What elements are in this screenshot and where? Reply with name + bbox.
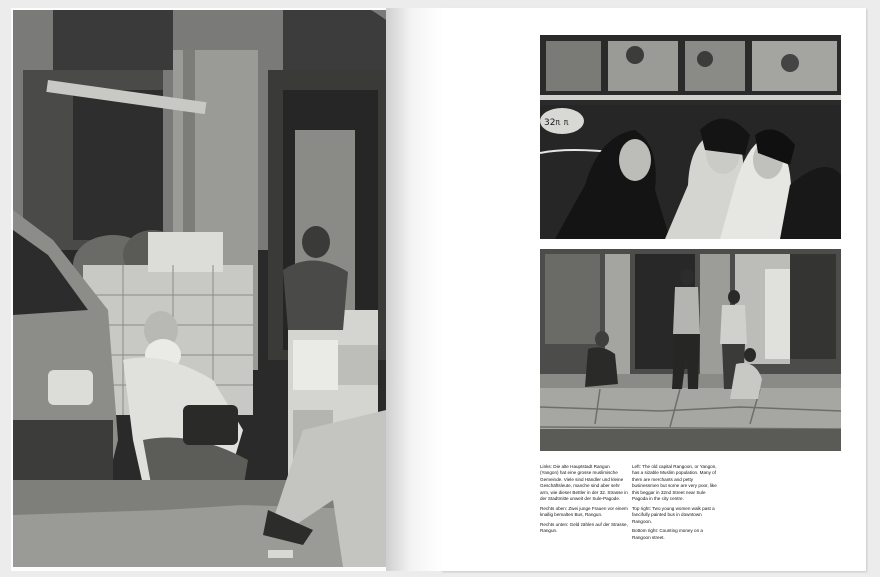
street-beggar-photo (13, 10, 386, 567)
caption-column-english (632, 464, 720, 545)
page-gutter (386, 8, 441, 571)
caption-german-top-right: Rechts oben: Zwei junge Frauen vor einem knallig bemalten Bus, Rangun. (540, 505, 628, 518)
caption-german-bottom-right: Rechts unten: Geld zählen auf der Strasse, Rangun. (540, 522, 628, 534)
caption-english-bottom-right: Bottom right: Counting money on a Rangoon street. (632, 528, 703, 540)
street-counting-money-photo (540, 249, 841, 451)
caption-english-top-right: Top right: Two young women walk past a fancifully painted bus in downtown Rangoon. (632, 505, 715, 524)
right-page (441, 8, 866, 571)
caption-english-main: Left: The old capital Rangoon, or Yangon, has a sizable Muslim population. Many of them are merchants and petty businessmen but some are very poor, like this beggar in 32nd Street near Sule Pagoda in the city centre. (632, 464, 717, 502)
bus-number-sign: 32ᥰ ᥰ (544, 118, 570, 128)
left-page (11, 8, 441, 571)
caption-column-german (540, 464, 628, 538)
caption-german-main: Links: Die alte Hauptstadt Rangun (Yangon) hat eine grosse muslimische Gemeinde. Viele sind Händler und kleine Geschäftsleute, manche sind aber sehr arm, wie dieser Bettler in der 32. Strasse in der Stadtmitte unweit der Sule-Pagode. (540, 464, 628, 502)
bus-women-photo (540, 35, 841, 239)
